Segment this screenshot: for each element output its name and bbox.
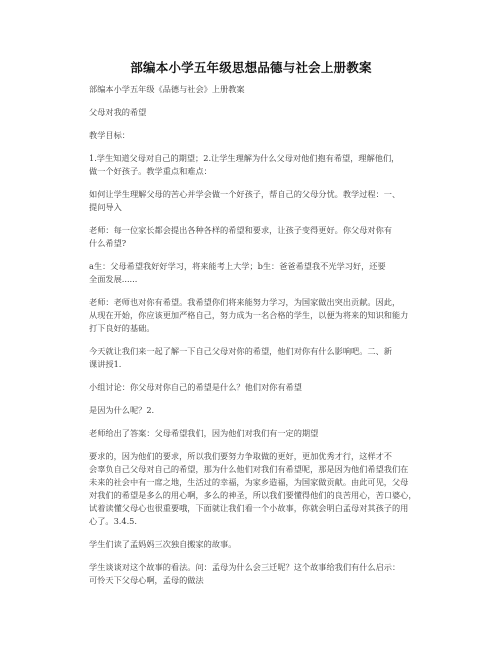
paragraph — [89, 538, 435, 551]
paragraph-line: 会辜负自己父母对自己的希望，那为什么他们对我们有希望呢，那是因为他们希望我们在 — [89, 464, 409, 474]
paragraph-line: 提问导入 — [89, 202, 122, 212]
paragraph-line: 1.学生知道父母对自己的期望；2.让学生理解为什么父母对他们抱有希望，理解他们， — [89, 153, 400, 163]
paragraph — [89, 83, 435, 96]
paragraph-line: 全面发展...... — [89, 274, 138, 284]
paragraph — [89, 106, 435, 119]
paragraph-line: 小组讨论：你父母对你自己的希望是什么？他们对你有希望 — [89, 382, 302, 392]
paragraph — [89, 450, 435, 528]
paragraph-line: 做一个好孩子。教学重点和难点： — [89, 166, 212, 176]
paragraph-line: 试着读懂父母心也很重要哦，下面就让我们看一个小故事，你就会明白孟母对其孩子的用 — [89, 503, 409, 513]
paragraph-line: 可怜天下父母心啊，孟母的做法 — [89, 575, 204, 585]
paragraph-line: 今天就让我们来一起了解一下自己父母对你的希望，他们对你有什么影响吧。二、新 — [89, 346, 392, 356]
paragraph-line: 老师：老师也对你有希望。我希望你们将来能努力学习，为国家做出突出贡献。因此， — [89, 297, 401, 307]
paragraph — [89, 188, 435, 214]
paragraph — [89, 296, 435, 335]
paragraph-line: 课讲授1. — [89, 359, 122, 369]
paragraph-line: 打下良好的基础。 — [89, 323, 155, 333]
paragraph — [89, 561, 435, 587]
document-body — [89, 83, 435, 597]
paragraph-line: 教学目标： — [89, 130, 130, 140]
paragraph-line: 是因为什么呢？2. — [89, 405, 155, 415]
paragraph — [89, 427, 435, 440]
paragraph-line: 从现在开始，你应该更加严格自己，努力成为一名合格的学生，以便为将来的知识和能力 — [89, 310, 409, 320]
paragraph — [89, 129, 435, 142]
paragraph-line: 对我们的希望是多么的用心啊，多么的神圣，所以我们要懂得他们的良苦用心，苦口婆心， — [89, 490, 417, 500]
paragraph-line: 如何让学生理解父母的苦心并学会做一个好孩子，帮自己的父母分忧。教学过程：一、 — [89, 189, 401, 199]
paragraph — [89, 152, 435, 178]
paragraph — [89, 381, 435, 394]
paragraph — [89, 345, 435, 371]
paragraph-line: 未来的社会中有一席之地，生活过的幸福，为家乡造福，为国家做贡献。由此可见，父母 — [89, 477, 409, 487]
paragraph-line: 部编本小学五年级《品德与社会》上册教案 — [89, 84, 245, 94]
paragraph-line: 学生谈谈对这个故事的看法。问：孟母为什么会三迁呢？这个故事给我们有什么启示： — [89, 562, 401, 572]
paragraph — [89, 404, 435, 417]
paragraph-line: 老师：每一位家长都会提出各种各样的希望和要求，让孩子变得更好。你父母对你有 — [89, 225, 392, 235]
paragraph — [89, 224, 435, 250]
paragraph-line: 父母对我的希望 — [89, 107, 147, 117]
paragraph-line: 老师给出了答案：父母希望我们，因为他们对我们有一定的期望 — [89, 428, 319, 438]
document-title: 部编本小学五年级思想品德与社会上册教案 — [130, 60, 372, 75]
paragraph — [89, 260, 435, 286]
paragraph-line: 学生们读了孟妈妈三次独自搬家的故事。 — [89, 539, 237, 549]
paragraph-line: 要求的，因为他们的要求，所以我们要努力争取做的更好，更加优秀才行，这样才不 — [89, 451, 392, 461]
paragraph-line: 心了。3.4.5. — [89, 516, 137, 526]
paragraph-line: 什么希望? — [89, 238, 127, 248]
paragraph-line: a生：父母希望我好好学习，将来能考上大学；b生：爸爸希望我不光学习好，还要 — [89, 261, 386, 271]
